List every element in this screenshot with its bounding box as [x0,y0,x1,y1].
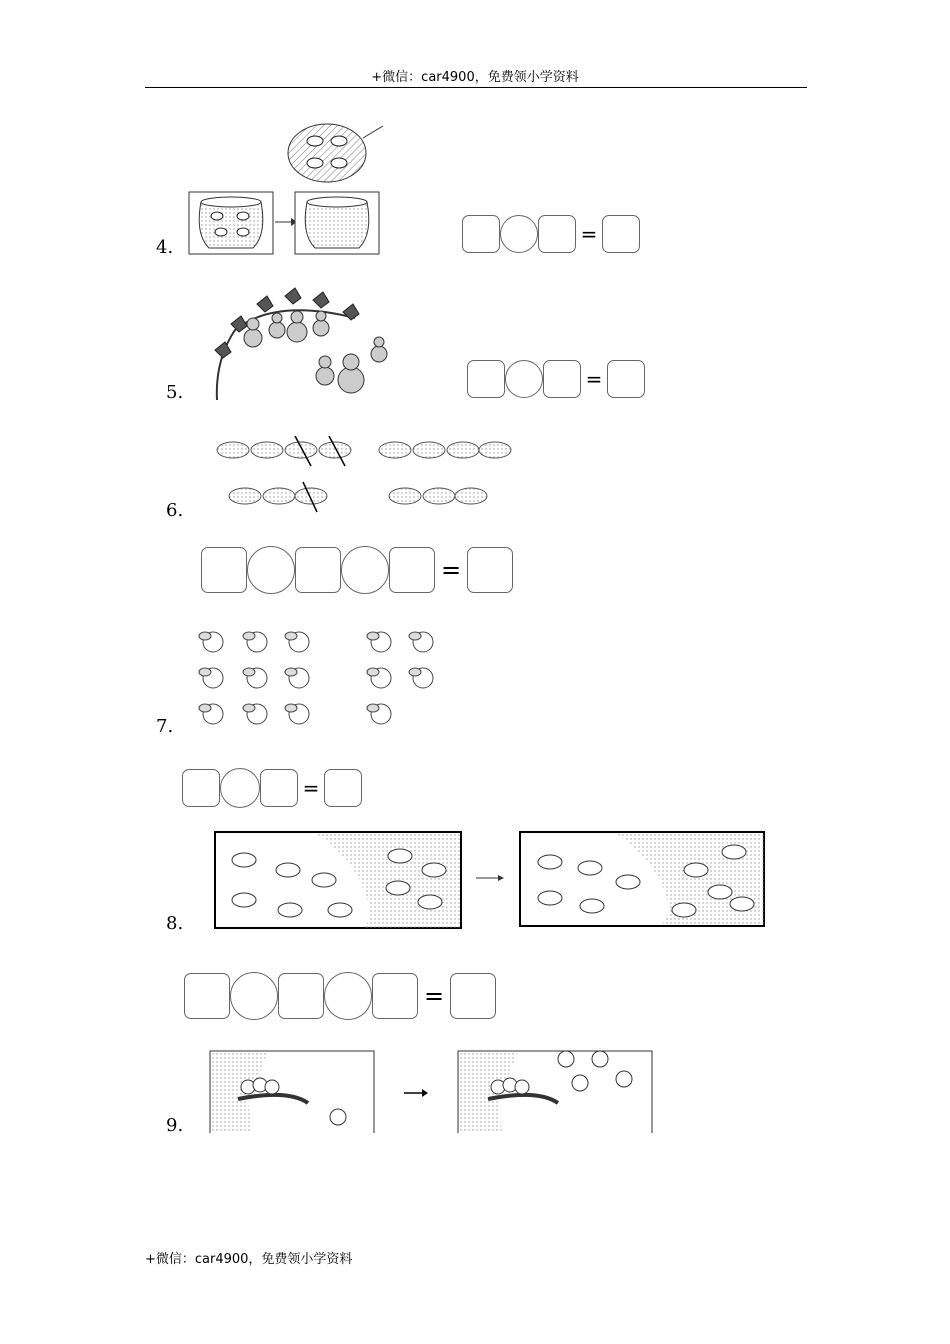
problem-5-number: 5. [166,382,184,403]
result-box[interactable] [602,215,640,253]
operator-circle[interactable] [324,972,372,1020]
answer-box[interactable] [260,769,298,807]
problem-8-equation [184,972,496,1020]
operator-circle[interactable] [230,972,278,1020]
answer-box[interactable] [201,547,247,593]
result-box[interactable] [450,973,496,1019]
bee-groups-icon [195,622,455,742]
answer-box[interactable] [462,215,500,253]
problem-7-equation [182,768,362,808]
answer-box[interactable] [372,973,418,1019]
operator-circle[interactable] [341,546,389,594]
problem-4-number: 4. [156,237,174,258]
equals-sign: = [423,982,445,1010]
equals-sign: = [585,367,603,391]
answer-box[interactable] [467,360,505,398]
candy-groups-icon [205,420,525,520]
answer-box[interactable] [389,547,435,593]
answer-box[interactable] [538,215,576,253]
operator-circle[interactable] [247,546,295,594]
answer-box[interactable] [295,547,341,593]
problem-5-equation [467,360,645,398]
problem-6-number: 6. [166,500,184,521]
operator-circle[interactable] [220,768,260,808]
problem-8-number: 8. [166,913,184,934]
equals-sign: = [580,222,598,246]
answer-box[interactable] [182,769,220,807]
answer-box[interactable] [543,360,581,398]
problem-9-number: 9. [166,1115,184,1136]
result-box[interactable] [467,547,513,593]
answer-box[interactable] [184,973,230,1019]
page-footer: +微信：car4900，免费领小学资料 [145,1252,353,1267]
result-box[interactable] [324,769,362,807]
problem-6-equation [201,546,513,594]
problem-7-number: 7. [156,716,174,737]
duck-pond-icon [214,830,774,930]
operator-circle[interactable] [505,360,543,398]
problem-4-equation [462,215,640,253]
gourd-vine-icon [205,280,385,410]
birds-on-tree-icon [208,1049,658,1139]
operator-circle[interactable] [500,215,538,253]
header-divider [145,87,807,88]
answer-box[interactable] [278,973,324,1019]
result-box[interactable] [607,360,645,398]
equals-sign: = [440,556,462,584]
equals-sign: = [302,776,320,800]
page-header: +微信：car4900，免费领小学资料 [371,70,579,85]
